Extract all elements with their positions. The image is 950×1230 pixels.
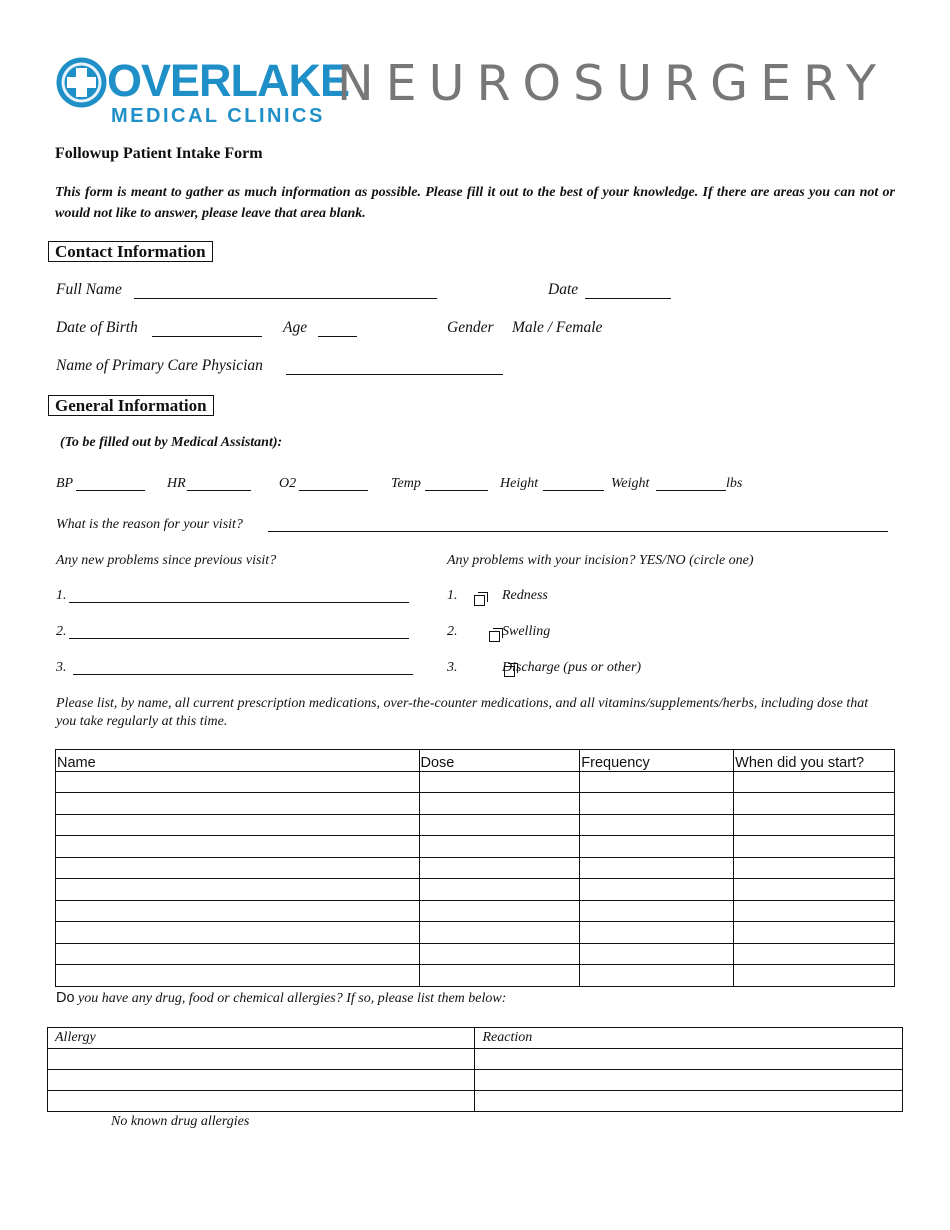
column-header: Name (56, 750, 420, 772)
new-problem-number: 3. (56, 660, 67, 675)
temp-field[interactable] (425, 478, 488, 491)
gender-options[interactable]: Male / Female (512, 319, 603, 336)
logo-sub-text: MEDICAL CLINICS (111, 105, 325, 127)
incision-label: Any problems with your incision? YES/NO (circle one) (447, 553, 754, 568)
allergy-question-prefix: Do (56, 990, 75, 1006)
o2-label: O2 (279, 476, 297, 491)
pcp-label: Name of Primary Care Physician (56, 357, 263, 374)
table-cell[interactable] (734, 814, 895, 836)
table-cell[interactable] (734, 922, 895, 944)
table-row (56, 857, 895, 879)
date-field[interactable] (585, 284, 671, 299)
table-cell[interactable] (419, 793, 580, 815)
table-cell[interactable] (419, 857, 580, 879)
gender-label: Gender (447, 319, 494, 336)
hr-label: HR (167, 476, 186, 491)
table-row (56, 793, 895, 815)
incision-item-number: 2. (447, 624, 458, 639)
table-cell[interactable] (419, 836, 580, 858)
dob-label: Date of Birth (56, 319, 138, 336)
date-label: Date (548, 281, 579, 298)
table-cell[interactable] (580, 879, 734, 901)
table-row (56, 771, 895, 793)
table-cell[interactable] (48, 1091, 475, 1112)
dob-field[interactable] (152, 322, 262, 337)
weight-unit: lbs (726, 476, 743, 491)
weight-field[interactable] (656, 478, 726, 491)
medications-table (55, 749, 895, 987)
table-cell[interactable] (56, 965, 420, 987)
table-header-row (56, 750, 895, 772)
table-cell[interactable] (580, 836, 734, 858)
column-header: Dose (419, 750, 580, 772)
pcp-field[interactable] (286, 360, 503, 375)
table-cell[interactable] (580, 922, 734, 944)
contact-section-heading: Contact Information (48, 241, 213, 262)
logo-main-text: OVERLAKE (107, 55, 350, 106)
table-cell[interactable] (56, 943, 420, 965)
allergy-question (56, 989, 506, 1007)
table-row (48, 1049, 903, 1070)
medications-instructions: Please list, by name, all current prescription medications, over-the-counter medications, and all vitamins/supplements/herbs, including dose that you take regularly at this time. (56, 696, 869, 729)
table-cell[interactable] (56, 793, 420, 815)
table-cell[interactable] (48, 1070, 475, 1091)
table-cell[interactable] (580, 793, 734, 815)
column-header: Frequency (580, 750, 734, 772)
table-cell[interactable] (475, 1049, 903, 1070)
table-cell[interactable] (419, 965, 580, 987)
nkda-option[interactable]: No known drug allergies (111, 1114, 250, 1129)
new-problem-number: 1. (56, 588, 67, 603)
table-cell[interactable] (734, 771, 895, 793)
table-cell[interactable] (419, 879, 580, 901)
table-cell[interactable] (734, 943, 895, 965)
height-label: Height (500, 476, 539, 491)
table-cell[interactable] (580, 857, 734, 879)
table-cell[interactable] (580, 814, 734, 836)
full-name-field[interactable] (134, 284, 437, 299)
table-cell[interactable] (580, 943, 734, 965)
table-cell[interactable] (419, 900, 580, 922)
table-cell[interactable] (419, 943, 580, 965)
table-cell[interactable] (56, 900, 420, 922)
new-problem-2-field[interactable] (69, 626, 409, 639)
new-problem-number: 2. (56, 624, 67, 639)
ma-note: (To be filled out by Medical Assistant): (60, 435, 283, 450)
column-header: When did you start? (734, 750, 895, 772)
table-cell[interactable] (419, 922, 580, 944)
table-cell[interactable] (419, 814, 580, 836)
general-section-heading: General Information (48, 395, 214, 416)
logo-department-text: NEUROSURGERY (337, 55, 888, 112)
table-cell[interactable] (734, 857, 895, 879)
new-problems-label: Any new problems since previous visit? (56, 553, 277, 568)
medical-cross-icon (55, 56, 108, 109)
allergy-table (47, 1027, 903, 1112)
new-problem-1-field[interactable] (69, 590, 409, 603)
o2-field[interactable] (299, 478, 368, 491)
table-row (56, 900, 895, 922)
table-cell[interactable] (56, 857, 420, 879)
incision-item-label: Redness (502, 588, 548, 603)
incision-item-label: Discharge (pus or other) (502, 660, 642, 675)
temp-label: Temp (391, 476, 421, 491)
table-cell[interactable] (419, 771, 580, 793)
table-row (56, 943, 895, 965)
table-cell[interactable] (56, 814, 420, 836)
table-cell[interactable] (734, 879, 895, 901)
table-cell[interactable] (56, 771, 420, 793)
new-problem-3-field[interactable] (73, 662, 413, 675)
weight-label: Weight (611, 476, 650, 491)
table-row (48, 1091, 903, 1112)
hr-field[interactable] (187, 478, 251, 491)
column-header: Allergy (48, 1028, 475, 1049)
incision-item-number: 3. (447, 660, 458, 675)
form-title: Followup Patient Intake Form (55, 145, 263, 162)
swelling-checkbox[interactable] (489, 631, 500, 642)
incision-item-label: Swelling (502, 624, 551, 639)
table-cell[interactable] (56, 922, 420, 944)
table-header-row (48, 1028, 903, 1049)
table-cell[interactable] (734, 836, 895, 858)
table-cell[interactable] (475, 1070, 903, 1091)
allergy-question-text: you have any drug, food or chemical allergies? If so, please list them below: (74, 991, 507, 1006)
table-row (56, 814, 895, 836)
redness-checkbox[interactable] (474, 595, 485, 606)
reason-field[interactable] (268, 519, 888, 532)
table-cell[interactable] (734, 965, 895, 987)
table-cell[interactable] (580, 900, 734, 922)
table-cell[interactable] (56, 879, 420, 901)
column-header: Reaction (475, 1028, 903, 1049)
table-cell[interactable] (475, 1091, 903, 1112)
table-cell[interactable] (56, 836, 420, 858)
table-row (56, 922, 895, 944)
table-cell[interactable] (734, 793, 895, 815)
bp-label: BP (56, 476, 74, 491)
bp-field[interactable] (76, 478, 145, 491)
table-cell[interactable] (580, 771, 734, 793)
table-row (56, 879, 895, 901)
table-row (48, 1070, 903, 1091)
table-cell[interactable] (48, 1049, 475, 1070)
incision-item-number: 1. (447, 588, 458, 603)
age-field[interactable] (318, 322, 357, 337)
table-cell[interactable] (734, 900, 895, 922)
table-cell[interactable] (580, 965, 734, 987)
table-row (56, 836, 895, 858)
full-name-label: Full Name (56, 281, 122, 298)
table-row (56, 965, 895, 987)
form-intro: This form is meant to gather as much information as possible. Please fill it out to the best of your knowledge. If there are areas you can not or would not like to answer, please leave that area blank. (55, 185, 895, 221)
age-label: Age (283, 319, 308, 336)
height-field[interactable] (543, 478, 604, 491)
logo (55, 55, 888, 127)
reason-label: What is the reason for your visit? (56, 517, 243, 532)
